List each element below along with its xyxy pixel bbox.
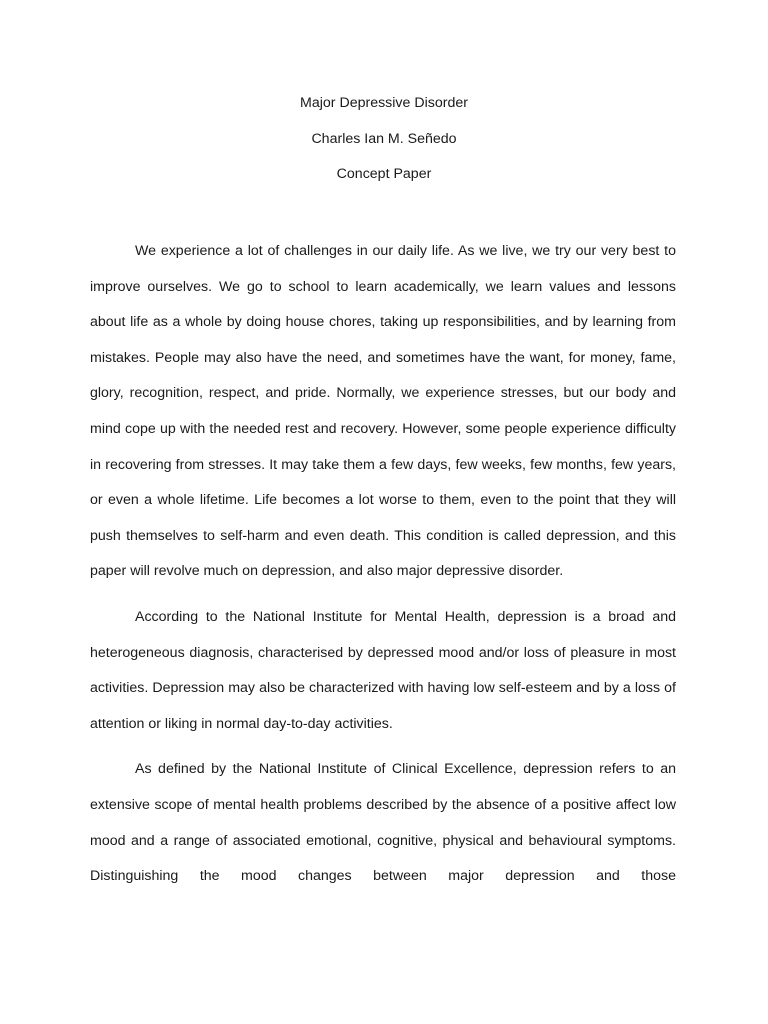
paragraph-nice-definition: As defined by the National Institute of Clinical Excellence, depression refers to an extensive scope of mental health problems described by the absence of a positive affect low mood and a range of associated emotional, cognitive, physical and behavioural symptoms. Distinguishing the mood changes between major depression and those (90, 761, 676, 885)
paragraph-nimh-definition: According to the National Institute for Mental Health, depression is a broad and heterogeneous diagnosis, characterised by depressed mood and/or loss of pleasure in most activities. Depression may also be characterized with having low self-esteem and by a loss of attention or liking in normal day-to-day activities. (90, 608, 676, 732)
document-type: Concept Paper (336, 166, 432, 182)
paragraph-introduction: We experience a lot of challenges in our daily life. As we live, we try our very best to improve ourselves. We go to school to learn academically, we learn values and lessons about life as a whole by doing house chores, taking up responsibilities, and by learning from mistakes. People may also have the need, and sometimes have the want, for money, fame, glory, recognition, respect, and pride. Normally, we experience stresses, but our body and mind cope up with the needed rest and recovery. However, some people experience difficulty in recovering from stresses. It may take them a few days, few weeks, few months, few years, or even a whole lifetime. Life becomes a lot worse to them, even to the point that they will push themselves to self-harm and even death. This condition is called depression, and this paper will revolve much on depression, and also major depressive disorder. (90, 243, 676, 580)
document-author: Charles Ian M. Señedo (311, 130, 457, 147)
document-title: Major Depressive Disorder (300, 95, 468, 111)
document-body (90, 234, 676, 905)
document-header (0, 93, 768, 200)
